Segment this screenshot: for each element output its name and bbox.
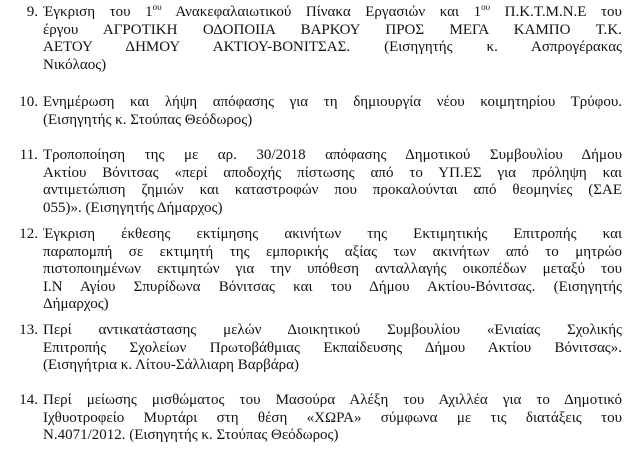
item-text <box>43 94 622 129</box>
item-line: έργου ΑΓΡΟΤΙΚΗ ΟΔΟΠΟΙΙΑ ΒΑΡΚΟΥ ΠΡΟΣ ΜΕΓΑ ΚΑΜΠΟ Τ.Κ. <box>43 21 622 38</box>
agenda-item-10 <box>10 94 622 129</box>
item-text <box>43 147 622 217</box>
item-line: Περί μείωσης μισθώματος του Μασούρα Αλέξη του Αχιλλέα για το Δημοτικό <box>43 392 622 408</box>
item-line: Ν.4071/2012. (Εισηγητής κ. Στούπας Θεόδωρος) <box>43 427 339 443</box>
item-line: Ακτίου Βόνιτσας «περί αποδοχής πίστωσης από το ΥΠ.ΕΣ για πρόληψη και <box>43 164 622 181</box>
item-line: Δήμαρχος) <box>43 296 109 312</box>
item-line: Νικόλαος) <box>43 56 107 73</box>
agenda-item-12 <box>10 226 622 314</box>
item-line: Τροποποίηση της με αρ. 30/2018 απόφασης Δημοτικού Συμβουλίου Δήμου <box>43 147 622 163</box>
agenda-item-9 <box>10 4 622 74</box>
item-line: πιστοποιημένων εκτιμητών για την υπόθεση ανταλλαγής οικοπέδων μεταξύ του <box>43 261 622 277</box>
item-number: 10. <box>19 94 38 110</box>
item-text <box>43 4 622 74</box>
item-line: Έγκριση του $1^{o\upsilon}$ Ανακεφαλαιωτικού Πίνακα Εργασιών και $1^{o\upsilon}$ Π.Κ.Τ.Μ.Ν.Ε του <box>43 4 622 20</box>
item-line: παραπομπή σε εκτιμητή της εμπορικής αξίας των ακινήτων από το μητρώο <box>43 243 622 260</box>
item-line: Ι.Ν Αγίου Σπυρίδωνα Βόνιτσας και του Δήμου Ακτίου-Βόνιτσας. (Εισηγητής <box>43 278 622 295</box>
agenda-item-11 <box>10 147 622 217</box>
item-line: Ιχθυοτροφείο Μυρτάρι στη θέση «ΧΩΡΑ» σύμφωνα με τις διατάξεις του <box>43 409 622 426</box>
item-line: Ενημέρωση και λήψη απόφασης για τη δημιουργία νέου κοιμητηρίου Τρύφου. <box>43 94 622 110</box>
agenda-item-13 <box>10 322 622 375</box>
item-number: 14. <box>19 392 38 408</box>
item-number: 9. <box>26 4 38 20</box>
item-number: 13. <box>19 322 38 338</box>
item-line: Περί αντικατάστασης μελών Διοικητικού Συμβουλίου «Ενιαίας Σχολικής <box>43 322 622 338</box>
item-line: (Εισηγητής κ. Στούπας Θεόδωρος) <box>43 111 253 128</box>
item-text <box>43 392 622 445</box>
item-line: αντιμετώπιση ζημιών και καταστροφών που προκαλούνται από θεομηνίες (ΣΑΕ <box>43 182 622 198</box>
item-text <box>43 226 622 314</box>
item-number: 11. <box>19 147 38 163</box>
item-line: Έγκριση έκθεσης εκτίμησης ακινήτων της Εκτιμητικής Επιτροπής και <box>43 226 622 242</box>
item-line: (Εισηγήτρια κ. Λίτου-Σάλλιαρη Βαρβάρα) <box>43 357 299 373</box>
item-number: 12. <box>19 226 38 242</box>
agenda-item-14 <box>10 392 622 445</box>
item-line: 055)». (Εισηγητής Δήμαρχος) <box>43 199 223 216</box>
item-text <box>43 322 622 375</box>
item-line: ΑΕΤΟΥ ΔΗΜΟΥ ΑΚΤΙΟΥ-ΒΟΝΙΤΣΑΣ. (Εισηγητής κ. Ασπρογέρακας <box>43 39 622 55</box>
item-line: Επιτροπής Σχολείων Πρωτοβάθμιας Εκπαίδευσης Δήμου Ακτίου Βόνιτσας». <box>43 339 622 356</box>
